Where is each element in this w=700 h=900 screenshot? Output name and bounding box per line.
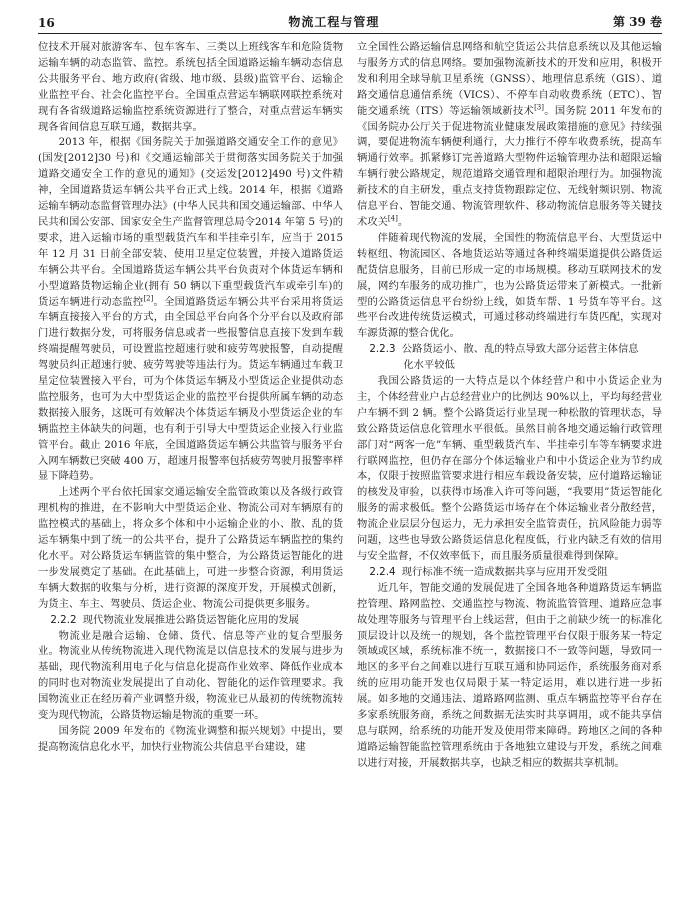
right-column <box>357 40 662 888</box>
section-heading <box>357 342 662 374</box>
page-number: 16 <box>38 16 55 30</box>
paragraph-text: 。国务院 2011 年发布的《国务院办公厅关于促进物流业健康发展政策措施的意见》持续强调，要促进物流车辆便利通行，大力推行不停车收费系统，提高车辆通行效率。抓紧修订完善道路大型物件运输管理办法和超限运输车辆行驶公路规定，规范道路交通管理和超限治理行为。加强物流新技术的自主研发，重点支持货物跟踪定位、无线射频识别、物流信息平台、智能交通、物流管理软件、移动物流信息服务等关键技术攻关 <box>357 104 662 228</box>
section-number: 2.2.4 <box>369 565 396 578</box>
journal-title: 物流工程与管理 <box>288 15 380 29</box>
paragraph-text: 。全国道路货运车辆公共平台采用将货运车辆直接接入平台的方式，由全国总平台向各个分平台以及政府部门进行数据分发，可将服务信息或者一些报警信息直接下发到车载终端提醒驾驶员，可设置监控超速行驶和疲劳驾驶报警，自动提醒驾驶员纠正超速行驶、疲劳驾驶等违法行为。货运车辆通过车载卫星定位装置接入平台，可为个体货运车辆及小型货运企业提供动态监控服务，也可为大中型货运企业的监控平台提供所属车辆的动态数据接入服务，这既可有效解决个体货运车辆及小型货运企业的车辆监控主体缺失的问题，也有利于引导大中型货运企业接入行业监管平台。截止 2016 年底，全国道路货运车辆公共监管与服务平台入网车辆数已突破 400 万，超速月报警率包括疲劳驾驶月报警率样显下降趋势。 <box>38 295 343 483</box>
section-title-continued: 化水平较低 <box>403 359 455 372</box>
section-heading <box>38 613 343 629</box>
paragraph: 我国公路货运的一大特点是以个体经营户和中小货运企业为主，个体经营业户占总经营业户的比例达 90%以上，平均每经营业户车辆不到 2 辆。整个公路货运行业呈现一种松散的管理状态，导致公路货运信息化管理水平很低。虽然目前各地交通运输行政管理部门对“两客一危”车辆、重型载货汽车、半挂牵引车等车辆要求进行联网监控，但仍存在部分个体运输业户和中小货运企业为节约成本，仅限于按照监管要求进行相应车载设备安装，应付道路运输证的核发及审验，以获得市场准入许可等问题，“我要用”货运智能化服务的需求极低。整个公路货运市场存在个体运输业者分散经营，物流企业层层分包运力，无力承担安全监管责任，抗风险能力弱等问题，这些也导致公路货运信息化程度低，行业内缺乏有效的信用与安全监督，不仅效率低下，而且服务质量很难得到保障。 <box>357 375 662 562</box>
volume-label: 第 39 卷 <box>612 15 662 29</box>
citation-ref: [2] <box>143 294 154 303</box>
paragraph: 国务院 2009 年发布的《物流业调整和振兴规划》中提出，要提高物流信息化水平，加快行业物流公共信息平台建设，建 <box>38 724 343 753</box>
paragraph-text: 。 <box>397 215 409 228</box>
citation-ref: [4] <box>387 214 398 223</box>
section-title: 现行标准不统一造成数据共享与应用开发受阻 <box>401 565 608 578</box>
page-header <box>38 8 662 34</box>
citation-ref: [3] <box>534 103 544 112</box>
section-title: 现代物流业发展推进公路货运智能化应用的发展 <box>82 613 299 626</box>
paragraph: 位技术开展对旅游客车、包车客车、三类以上班线客车和危险货物运输车辆的动态监管、监控。系统包括全国道路运输车辆动态信息公共服务平台、地方政府(省级、地市级、县级)监管平台、运输企业监控平台、社会化监控平台。全国重点营运车辆联网联控系统对现有各省级道路运输监控系统资源进行了整合，对重点营运车辆实现各省间信息互联互通，数据共享。 <box>38 41 343 133</box>
paragraph: 伴随着现代物流的发展，全国性的物流信息平台、大型货运中转枢纽、物流园区、各地货运站等通过各种终端渠道提供公路货运配货信息服务，目前已形成一定的市场规模。移动互联网技术的发展，网约车服务的成功推广，也为公路货运带来了新模式。一批新型的公路货运信息平台纷纷上线，如货车帮、1 号货车等平台。这些平台改进传统货运模式，可通过移动终端进行车货匹配，实现对车源货源的整合优化。 <box>357 231 662 340</box>
body-columns <box>38 40 662 888</box>
paragraph: 近几年，智能交通的发展促进了全国各地各种道路货运车辆监控管理、路网监控、交通监控与物流、物流监管管理、道路应急事故处理等服务与管理平台上线运营，但由于之前缺少统一的标准化顶层设计以及统一的规划，各个监控管理平台仅限于服务某一特定领域或区域，系统标准不统一，数据接口不一致等问题，导致同一地区的多平台之间难以进行互联互通和协同运作，系统服务商对系统的应用功能开发也仅局限于某一特定运用，难以进行进一步拓展。如多地的交通违法、道路路网监测、重点车辆监控等平台存在多家系统服务商，系统之间数据无法实时共享调用，或不能共享信息与联网，给系统的功能开发及使用带来障碍。跨地区之间的各种道路运输智能监控管理系统由于各地独立建设与开发，系统之间难以进行对接，开展数据共享，也缺乏相应的数据共享机制。 <box>357 581 662 769</box>
paragraph: 上述两个平台依托国家交通运输安全监管政策以及各级行政管理机构的推进，在不影响大中型货运企业、物流公司对车辆原有的监控模式的基础上，将众多个体和中小运输企业的小、散、乱的货运车辆集中到了统一的公共平台，提升了公路货运车辆监控的集约化水平。对公路货运车辆监管的集中整合，为公路货运智能化的进一步发展奠定了基础。在此基础上，可进一步整合资源，利用货运车辆大数据的收集与分析，进行资源的深度开发，开展模式创新，为货主、车主、驾驶员、货运企业、物流公司提供更多服务。 <box>38 486 343 610</box>
section-number: 2.2.2 <box>50 613 77 626</box>
section-heading <box>357 565 662 581</box>
paragraph <box>38 135 343 485</box>
paragraph-text: 2013 年，根据《国务院关于加强道路交通安全工作的意见》(国发[2012]30 号)和《交通运输部关于贯彻落实国务院关于加强道路交通安全工作的意见的通知》(交运发[2012]490 号)文件精神，全国道路货运车辆公共平台正式上线。2014 年，根据《道路运输车辆动态监督管理办法》(中华人民共和国交通运输部、中华人民共和国公安部、国家安全生产监督管理总局令2014 年第 5 号)的要求，进入运输市场的重型载货汽车和半挂牵引车，应当于 2015 年 12 月 31 日前全部安装、使用卫星定位装置，并接入道路货运车辆公共平台。全国道路货运车辆公共平台负责对个体货运车辆和小型道路货物运输企业(拥有 50 辆以下重型载货汽车或牵引车)的货运车辆进行动态监控 <box>38 136 343 308</box>
paragraph-text: 立全国性公路运输信息网络和航空货运公共信息系统以及其他运输与服务方式的信息网络。要加强物流新技术的开发和应用，积极开发和利用全球导航卫星系统（GNSS）、地理信息系统（GIS）、道路交通信息通信系统（VICS）、不停车自动收费系统（ETC）、智能交通系统（ITS）等运输领域新技术 <box>357 41 662 117</box>
left-column <box>38 40 343 888</box>
paragraph <box>357 40 662 231</box>
section-number: 2.2.3 <box>369 343 396 356</box>
paragraph: 物流业是融合运输、仓储、货代、信息等产业的复合型服务业。物流业从传统物流进入现代物流是以信息技术的发展与进步为基础，现代物流利用电子化与信息化提高作业效率、降低作业成本的同时也对物流业发展提出了自动化、智能化的运作管理要求。我国物流业正在经历着产业调整升级，物流业已从最初的传统物流转变为现代物流，公路货物运输是物流的重要一环。 <box>38 629 343 722</box>
section-title: 公路货运小、散、乱的特点导致大部分运营主体信息 <box>401 343 639 356</box>
